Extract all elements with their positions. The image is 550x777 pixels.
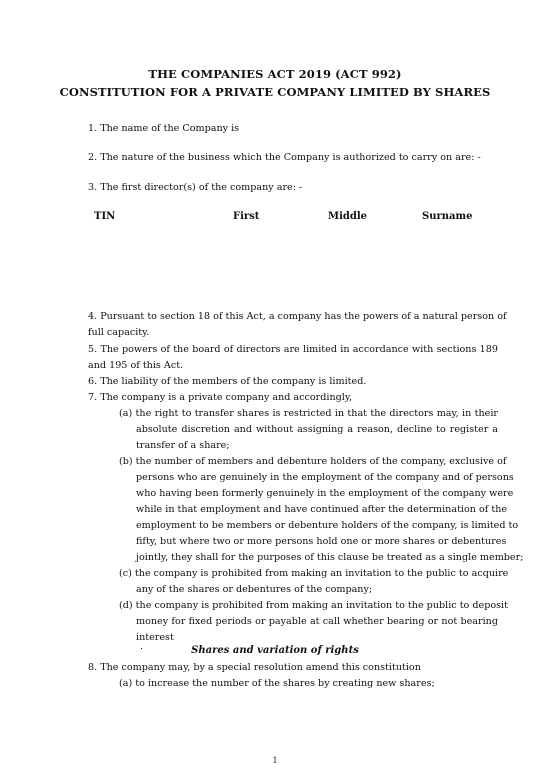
clause-2: 2. The nature of the business which the Company is authorized to carry on are: - bbox=[88, 152, 481, 163]
clause-7d-line: money for fixed periods or payable at call whether bearing or not bearing bbox=[136, 616, 498, 627]
clause-8: 8. The company may, by a special resolution amend this constitution bbox=[88, 662, 421, 673]
clause-7b-line: who having been formerly genuinely in the employment of the company were bbox=[136, 488, 514, 499]
clause-7b-line: fifty, but where two or more persons hold one or more shares or debentures bbox=[136, 536, 507, 547]
clause-3: 3. The first director(s) of the company are: - bbox=[88, 182, 303, 193]
section-heading: Shares and variation of rights bbox=[191, 645, 359, 656]
clause-7c-line: any of the shares or debentures of the company; bbox=[136, 584, 373, 595]
clause-8a: (a) to increase the number of the shares by creating new shares; bbox=[119, 678, 435, 689]
clause-7d-line: (d) the company is prohibited from making an invitation to the public to deposit bbox=[119, 600, 508, 611]
clause-4-line: 4. Pursuant to section 18 of this Act, a company has the powers of a natural person of bbox=[88, 311, 507, 322]
clause-7a-line: absolute discretion and without assigning a reason, decline to register a bbox=[136, 424, 498, 435]
clause-5-line: and 195 of this Act. bbox=[88, 360, 184, 371]
clause-5-line: 5. The powers of the board of directors are limited in accordance with sections 189 bbox=[88, 344, 498, 355]
clause-7b-line: employment to be members or debenture holders of the company, is limited to bbox=[136, 520, 519, 531]
clause-1: 1. The name of the Company is bbox=[88, 123, 240, 134]
clause-7d-line: interest bbox=[136, 632, 174, 643]
clause-7d-period: . bbox=[140, 641, 144, 652]
clause-7b-line: (b) the number of members and debenture holders of the company, exclusive of bbox=[119, 456, 507, 467]
clause-7b-line: jointly, they shall for the purposes of this clause be treated as a single member; bbox=[136, 552, 524, 563]
clause-7b-line: persons who are genuinely in the employment of the company and of persons bbox=[136, 472, 514, 483]
clause-7a-line: (a) the right to transfer shares is restricted in that the directors may, in their bbox=[119, 408, 498, 419]
clause-7: 7. The company is a private company and accordingly, bbox=[88, 392, 353, 403]
document-subtitle: CONSTITUTION FOR A PRIVATE COMPANY LIMITED BY SHARES bbox=[59, 85, 491, 99]
clause-7a-line: transfer of a share; bbox=[136, 440, 230, 451]
table-header-middle: Middle bbox=[328, 211, 368, 222]
table-header-surname: Surname bbox=[422, 211, 473, 222]
table-header-first: First bbox=[233, 211, 260, 222]
clause-4-line: full capacity. bbox=[88, 327, 150, 338]
clause-6: 6. The liability of the members of the company is limited. bbox=[88, 376, 367, 387]
page-number: 1 bbox=[272, 756, 278, 765]
clause-7b-line: while in that employment and have continued after the determination of the bbox=[136, 504, 508, 515]
table-header-tin: TIN bbox=[94, 211, 116, 222]
clause-7c-line: (c) the company is prohibited from making an invitation to the public to acquire bbox=[119, 568, 509, 579]
document-title: THE COMPANIES ACT 2019 (ACT 992) bbox=[148, 67, 402, 81]
